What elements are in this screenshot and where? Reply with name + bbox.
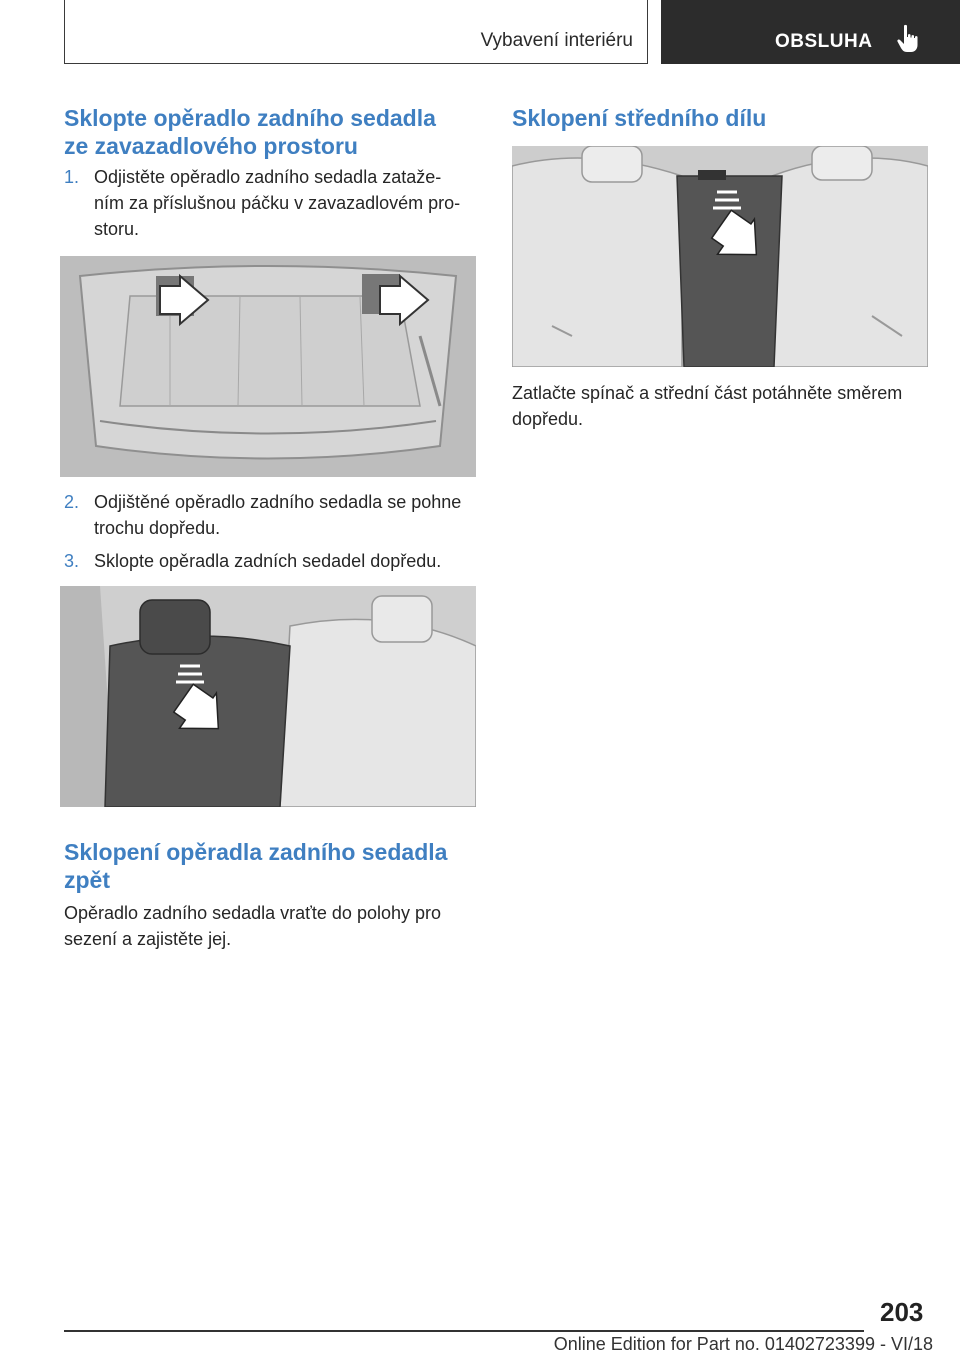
step-line: Odjistěte opěradlo zadního sedadla zataže‐ [94, 167, 442, 187]
heading-line: zpět [64, 867, 110, 893]
chapter-title: OBSLUHA [775, 31, 873, 52]
heading-line: Sklopení středního dílu [512, 105, 767, 131]
step-text [94, 164, 484, 242]
heading-line: Sklopte opěradlo zadního sedadla [64, 105, 436, 131]
fold-back-paragraph [64, 900, 484, 952]
step-line: Sklopte opěradla zadních sedadel dopředu. [94, 551, 442, 571]
center-section-paragraph [512, 380, 932, 432]
step-3 [64, 548, 484, 574]
step-text [94, 489, 484, 541]
step-line: storu. [94, 219, 140, 239]
step-number: 1. [64, 167, 80, 187]
step-number: 2. [64, 492, 80, 512]
heading-fold-back [64, 838, 447, 894]
trunk-figure [60, 256, 476, 477]
paragraph-line: Zatlačte spínač a střední část potáhněte směrem [512, 383, 903, 403]
step-1 [64, 164, 484, 242]
header-chapter-box [661, 0, 960, 64]
heading-line: Sklopení opěradla zadního sedadla [64, 839, 448, 865]
center-section-figure [512, 146, 928, 367]
footer-divider [64, 1330, 864, 1332]
step-line: ním za příslušnou páčku v zavazadlovém pro‐ [94, 193, 461, 213]
rear-seat-figure [60, 586, 476, 807]
section-title: Vybavení interiéru [480, 30, 633, 51]
paragraph-line: dopředu. [512, 409, 584, 429]
header-section-box [64, 0, 648, 64]
step-line: trochu dopředu. [94, 518, 221, 538]
heading-fold-from-trunk [64, 104, 436, 160]
heading-line: ze zavazadlového prostoru [64, 133, 358, 159]
step-text [94, 548, 484, 574]
paragraph-line: Opěradlo zadního sedadla vraťte do polohy pro [64, 903, 442, 923]
pointing-hand-icon [895, 24, 921, 54]
step-line: Odjištěné opěradlo zadního sedadla se pohne [94, 492, 462, 512]
footer-edition: Online Edition for Part no. 01402723399 - VI/18 [553, 1334, 933, 1354]
step-2 [64, 489, 484, 541]
step-number: 3. [64, 551, 80, 571]
heading-fold-center [512, 104, 766, 132]
paragraph-line: sezení a zajistěte jej. [64, 929, 232, 949]
page-number: 203 [880, 1297, 924, 1327]
